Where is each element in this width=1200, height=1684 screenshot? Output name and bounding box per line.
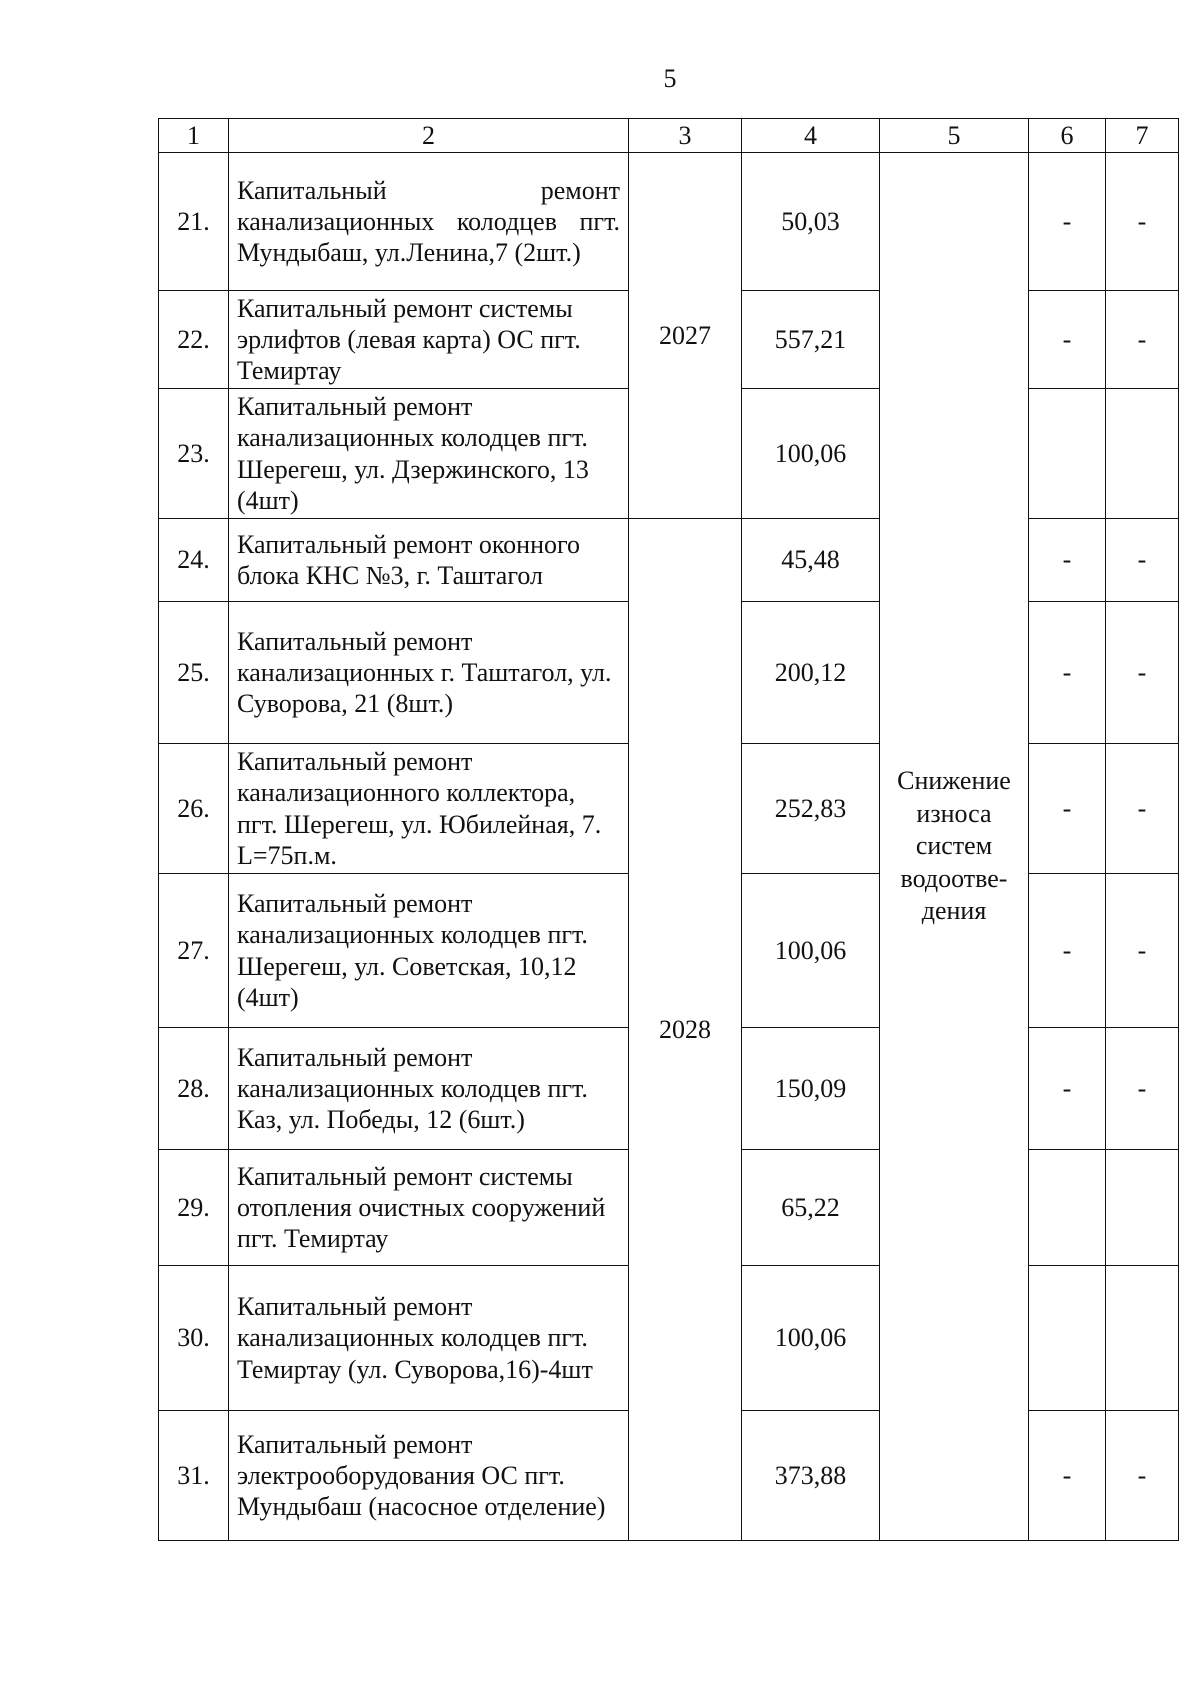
header-cell-7: 7	[1106, 119, 1179, 153]
header-cell-3: 3	[629, 119, 742, 153]
row-description: Капитальный ремонт электрооборудования ОС пгт. Мундыбаш (насосное отделение)	[229, 1411, 629, 1541]
row-col7: -	[1106, 602, 1179, 744]
row-number: 25.	[159, 602, 229, 744]
row-description: Капитальный ремонт канализационных г. Таштагол, ул. Суворова, 21 (8шт.)	[229, 602, 629, 744]
works-table	[158, 118, 1179, 1541]
row-amount: 100,06	[742, 389, 880, 519]
row-description: Капитальный ремонт канализационных колодцев пгт. Темиртау (ул. Суворова,16)-4шт	[229, 1266, 629, 1411]
row-description: Капитальный ремонт канализационных колодцев пгт. Мундыбаш, ул.Ленина,7 (2шт.)	[229, 153, 629, 291]
purpose-cell: Снижение износа систем водоотве-дения	[880, 153, 1029, 1541]
page-number: 5	[663, 64, 677, 93]
year-cell: 2028	[629, 519, 742, 1541]
row-col7	[1106, 1266, 1179, 1411]
row-col6	[1029, 1150, 1106, 1266]
row-col7	[1106, 389, 1179, 519]
header-cell-5: 5	[880, 119, 1029, 153]
row-col6: -	[1029, 602, 1106, 744]
row-description: Капитальный ремонт канализационных колодцев пгт. Шерегеш, ул. Дзержинского, 13 (4шт)	[229, 389, 629, 519]
header-cell-1: 1	[159, 119, 229, 153]
header-cell-4: 4	[742, 119, 880, 153]
row-amount: 557,21	[742, 291, 880, 389]
row-amount: 373,88	[742, 1411, 880, 1541]
row-number: 26.	[159, 744, 229, 874]
row-number: 21.	[159, 153, 229, 291]
row-number: 31.	[159, 1411, 229, 1541]
row-description: Капитальный ремонт оконного блока КНС №3, г. Таштагол	[229, 519, 629, 602]
row-col7: -	[1106, 874, 1179, 1028]
row-amount: 65,22	[742, 1150, 880, 1266]
row-col7: -	[1106, 744, 1179, 874]
row-col7: -	[1106, 519, 1179, 602]
row-col6: -	[1029, 291, 1106, 389]
row-description: Капитальный ремонт системы отопления очистных сооружений пгт. Темиртау	[229, 1150, 629, 1266]
row-col6: -	[1029, 1028, 1106, 1150]
row-number: 24.	[159, 519, 229, 602]
row-description: Капитальный ремонт канализационных колодцев пгт. Шерегеш, ул. Советская, 10,12 (4шт)	[229, 874, 629, 1028]
row-number: 30.	[159, 1266, 229, 1411]
row-col6	[1029, 389, 1106, 519]
row-amount: 45,48	[742, 519, 880, 602]
row-amount: 150,09	[742, 1028, 880, 1150]
row-col6: -	[1029, 519, 1106, 602]
row-number: 29.	[159, 1150, 229, 1266]
row-amount: 100,06	[742, 1266, 880, 1411]
row-amount: 200,12	[742, 602, 880, 744]
row-col6: -	[1029, 744, 1106, 874]
row-col7: -	[1106, 1028, 1179, 1150]
row-number: 22.	[159, 291, 229, 389]
table-row	[159, 153, 1179, 291]
row-number: 28.	[159, 1028, 229, 1150]
row-col6: -	[1029, 153, 1106, 291]
row-description: Капитальный ремонт канализационного коллектора, пгт. Шерегеш, ул. Юбилейная, 7. L=75п.м.	[229, 744, 629, 874]
row-col6: -	[1029, 1411, 1106, 1541]
table-header-row	[159, 119, 1179, 153]
row-col6: -	[1029, 874, 1106, 1028]
row-amount: 50,03	[742, 153, 880, 291]
year-cell: 2027	[629, 153, 742, 519]
row-col7: -	[1106, 153, 1179, 291]
row-col6	[1029, 1266, 1106, 1411]
header-cell-2: 2	[229, 119, 629, 153]
row-amount: 252,83	[742, 744, 880, 874]
row-description: Капитальный ремонт канализационных колодцев пгт. Каз, ул. Победы, 12 (6шт.)	[229, 1028, 629, 1150]
row-amount: 100,06	[742, 874, 880, 1028]
row-description: Капитальный ремонт системы эрлифтов (левая карта) ОС пгт. Темиртау	[229, 291, 629, 389]
header-cell-6: 6	[1029, 119, 1106, 153]
row-col7: -	[1106, 291, 1179, 389]
row-number: 27.	[159, 874, 229, 1028]
row-col7: -	[1106, 1411, 1179, 1541]
row-number: 23.	[159, 389, 229, 519]
row-col7	[1106, 1150, 1179, 1266]
